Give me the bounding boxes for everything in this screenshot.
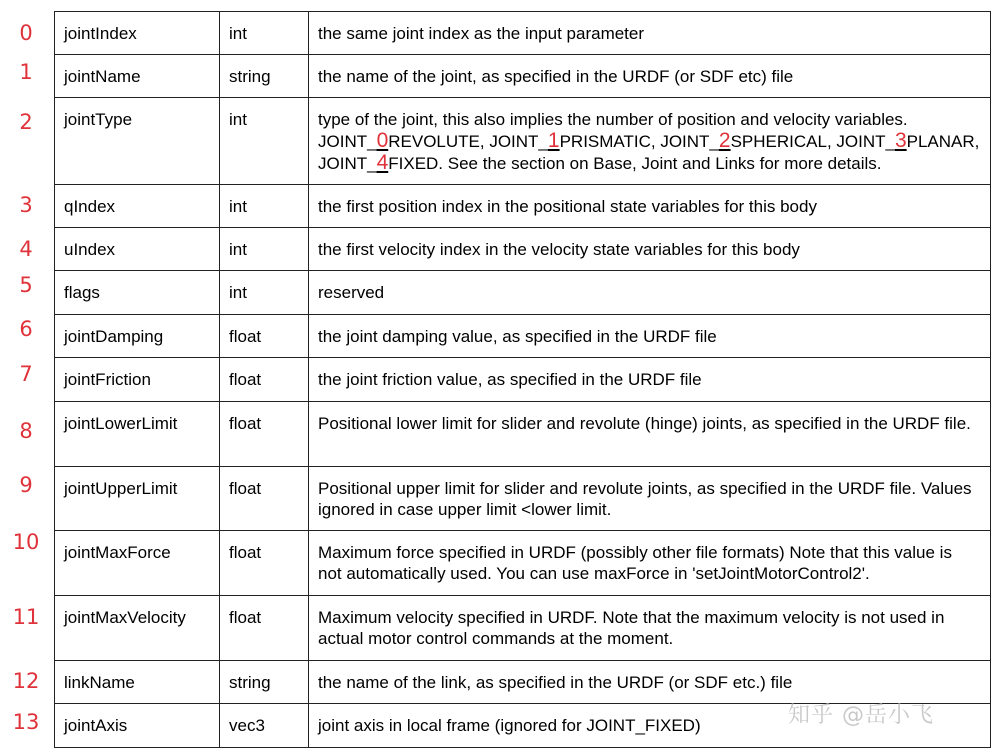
table-row xyxy=(55,12,991,55)
enum-text: REVOLUTE, JOINT_ xyxy=(388,132,548,151)
row-number: 4 xyxy=(19,237,33,261)
row-number: 13 xyxy=(12,710,40,734)
field-description: Positional upper limit for slider and revolute joints, as specified in the URDF file. Values ignored in case upper limit <lower limit. xyxy=(309,467,991,531)
field-name: qIndex xyxy=(55,185,220,228)
table-row xyxy=(55,467,991,531)
field-description: Maximum force specified in URDF (possibly other file formats) Note that this value is not automatically used. You can use maxForce in 'setJointMotorControl2'. xyxy=(309,531,991,596)
enum-text: JOINT_ xyxy=(318,132,377,151)
table-row xyxy=(55,315,991,358)
field-description: the joint damping value, as specified in the URDF file xyxy=(309,315,991,358)
field-name: jointName xyxy=(55,55,220,98)
field-description: the same joint index as the input parameter xyxy=(309,12,991,55)
watermark: 知乎 @岳小飞 xyxy=(788,703,934,728)
table-row xyxy=(55,402,991,467)
field-type: float xyxy=(220,315,309,358)
row-number: 0 xyxy=(19,21,33,45)
field-type: int xyxy=(220,12,309,55)
row-number: 1 xyxy=(19,60,33,84)
enum-text: JOINT_ xyxy=(318,154,377,173)
field-name: jointType xyxy=(55,98,220,185)
field-description: joint axis in local frame (ignored for JOINT_FIXED) xyxy=(309,704,991,748)
enum-value: 0 xyxy=(376,129,389,152)
field-type: float xyxy=(220,467,309,531)
field-description xyxy=(309,98,991,185)
field-type: int xyxy=(220,98,309,185)
field-type: string xyxy=(220,55,309,98)
field-type: int xyxy=(220,185,309,228)
row-number: 9 xyxy=(19,473,33,497)
row-number: 7 xyxy=(19,362,33,386)
field-type: int xyxy=(220,228,309,271)
row-number: 6 xyxy=(19,317,33,341)
field-name: linkName xyxy=(55,661,220,704)
enum-value: 2 xyxy=(718,129,731,152)
row-number: 11 xyxy=(12,605,40,629)
enum-value: 1 xyxy=(547,129,560,152)
table-row xyxy=(55,358,991,402)
field-type: float xyxy=(220,596,309,661)
field-description: Maximum velocity specified in URDF. Note that the maximum velocity is not used in actual motor control commands at the moment. xyxy=(309,596,991,661)
field-name: jointUpperLimit xyxy=(55,467,220,531)
table-row xyxy=(55,228,991,271)
table-row xyxy=(55,98,991,185)
row-number: 10 xyxy=(12,530,40,554)
field-type: float xyxy=(220,358,309,402)
field-type: vec3 xyxy=(220,704,309,748)
field-type: float xyxy=(220,531,309,596)
field-description: the name of the link, as specified in the URDF (or SDF etc.) file xyxy=(309,661,991,704)
table-row xyxy=(55,55,991,98)
field-name: jointFriction xyxy=(55,358,220,402)
row-number: 12 xyxy=(12,669,40,693)
field-name: jointAxis xyxy=(55,704,220,748)
field-description: the name of the joint, as specified in the URDF (or SDF etc) file xyxy=(309,55,991,98)
table-row xyxy=(55,185,991,228)
table-row xyxy=(55,531,991,596)
field-name: jointLowerLimit xyxy=(55,402,220,467)
row-number: 3 xyxy=(19,193,33,217)
field-description: Positional lower limit for slider and revolute (hinge) joints, as specified in the URDF file. xyxy=(309,402,991,467)
field-type: float xyxy=(220,402,309,467)
row-number: 8 xyxy=(19,419,33,443)
field-name: uIndex xyxy=(55,228,220,271)
field-name: jointMaxVelocity xyxy=(55,596,220,661)
enum-text: SPHERICAL, JOINT_ xyxy=(730,132,895,151)
field-description: the first velocity index in the velocity state variables for this body xyxy=(309,228,991,271)
field-description: reserved xyxy=(309,271,991,315)
field-name: flags xyxy=(55,271,220,315)
field-type: string xyxy=(220,661,309,704)
enum-value: 3 xyxy=(894,129,907,152)
table-row xyxy=(55,271,991,315)
field-name: jointMaxForce xyxy=(55,531,220,596)
field-description: the joint friction value, as specified in the URDF file xyxy=(309,358,991,402)
row-number: 2 xyxy=(19,110,33,134)
field-name: jointIndex xyxy=(55,12,220,55)
enum-text: PLANAR, xyxy=(906,132,980,151)
joint-info-table xyxy=(54,11,991,748)
field-name: jointDamping xyxy=(55,315,220,358)
table-row xyxy=(55,596,991,661)
description-line: type of the joint, this also implies the number of position and velocity variables. xyxy=(318,110,908,129)
enum-text: FIXED. See the section on Base, Joint and Links for more details. xyxy=(388,154,882,173)
enum-value: 4 xyxy=(376,151,389,174)
field-type: int xyxy=(220,271,309,315)
field-description: the first position index in the positional state variables for this body xyxy=(309,185,991,228)
enum-text: PRISMATIC, JOINT_ xyxy=(559,132,719,151)
row-number: 5 xyxy=(19,273,33,297)
